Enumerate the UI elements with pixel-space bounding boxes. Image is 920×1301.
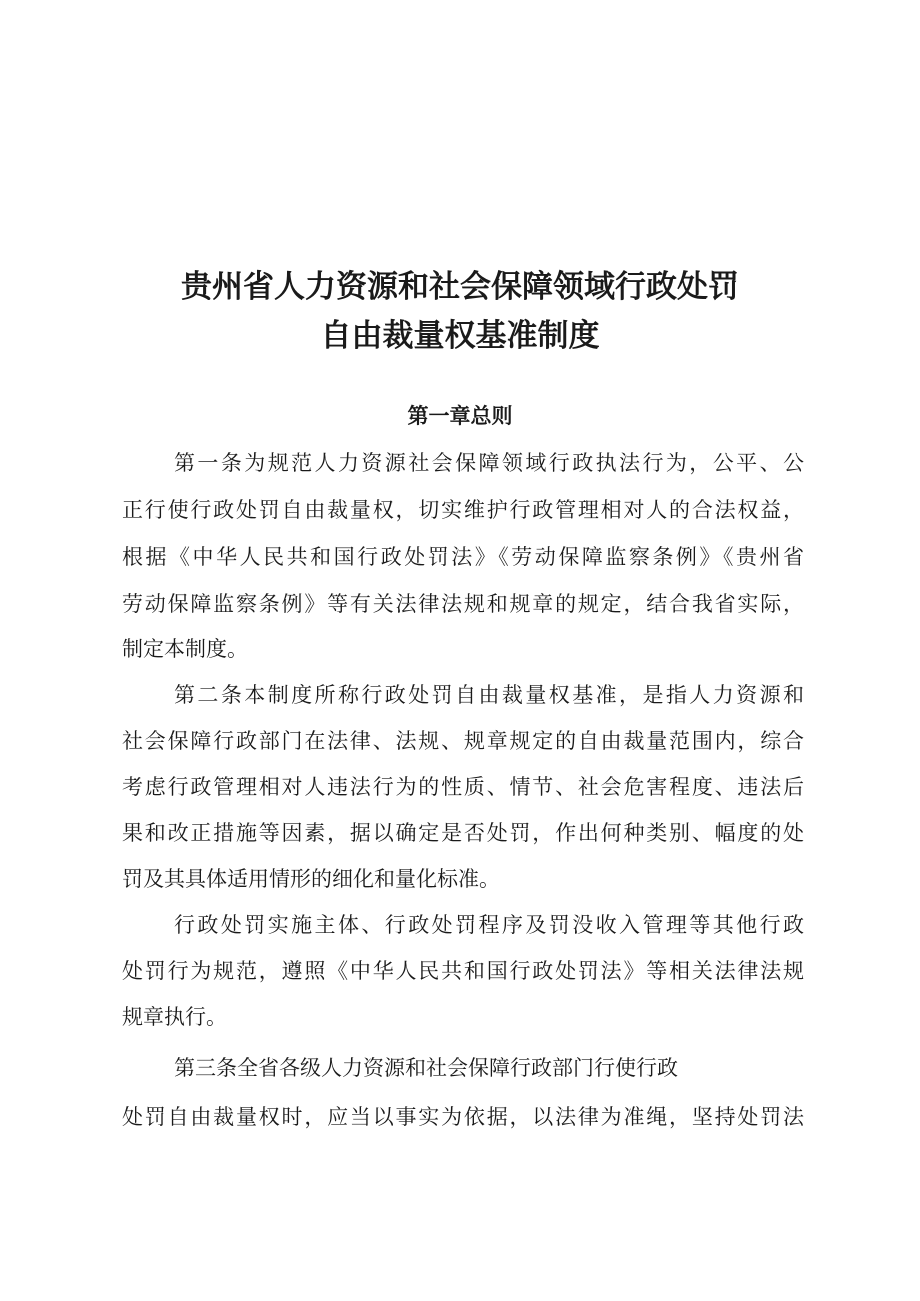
article-1-line-4: 劳动保障监察条例》等有关法律法规和规章的规定，结合我省实际， (122, 592, 804, 616)
article-2-line-3: 考虑行政管理相对人违法行为的性质、情节、社会危害程度、违法后 (122, 775, 804, 799)
article-1-line-5: 制定本制度。 (122, 637, 248, 661)
article-2-line-2: 社会保障行政部门在法律、法规、规章规定的自由裁量范围内，综合 (122, 729, 804, 753)
document-title-line-1: 贵州省人力资源和社会保障领域行政处罚 (181, 269, 739, 305)
article-2-line-5: 罚及其具体适用情形的细化和量化标准。 (122, 867, 500, 891)
article-2-line-4: 果和改正措施等因素，据以确定是否处罚，作出何种类别、幅度的处 (122, 821, 804, 845)
article-3-line-1: 第三条全省各级人力资源和社会保障行政部门行使行政 (174, 1056, 678, 1080)
article-1-line-1: 第一条为规范人力资源社会保障领域行政执法行为，公平、公 (174, 451, 804, 475)
paragraph-3-line-2: 处罚行为规范，遵照《中华人民共和国行政处罚法》等相关法律法规 (122, 959, 804, 983)
paragraph-3-line-1: 行政处罚实施主体、行政处罚程序及罚没收入管理等其他行政 (174, 913, 804, 937)
article-3-line-2: 处罚自由裁量权时，应当以事实为依据，以法律为准绳，坚持处罚法 (122, 1105, 804, 1129)
article-1-line-2: 正行使行政处罚自由裁量权，切实维护行政管理相对人的合法权益， (122, 498, 804, 522)
article-1-line-3: 根据《中华人民共和国行政处罚法》《劳动保障监察条例》《贵州省 (122, 545, 804, 569)
paragraph-3-line-3: 规章执行。 (122, 1005, 227, 1029)
chapter-heading: 第一章总则 (407, 404, 513, 428)
article-2-line-1: 第二条本制度所称行政处罚自由裁量权基准，是指人力资源和 (174, 683, 804, 707)
document-title-line-2: 自由裁量权基准制度 (320, 318, 600, 354)
